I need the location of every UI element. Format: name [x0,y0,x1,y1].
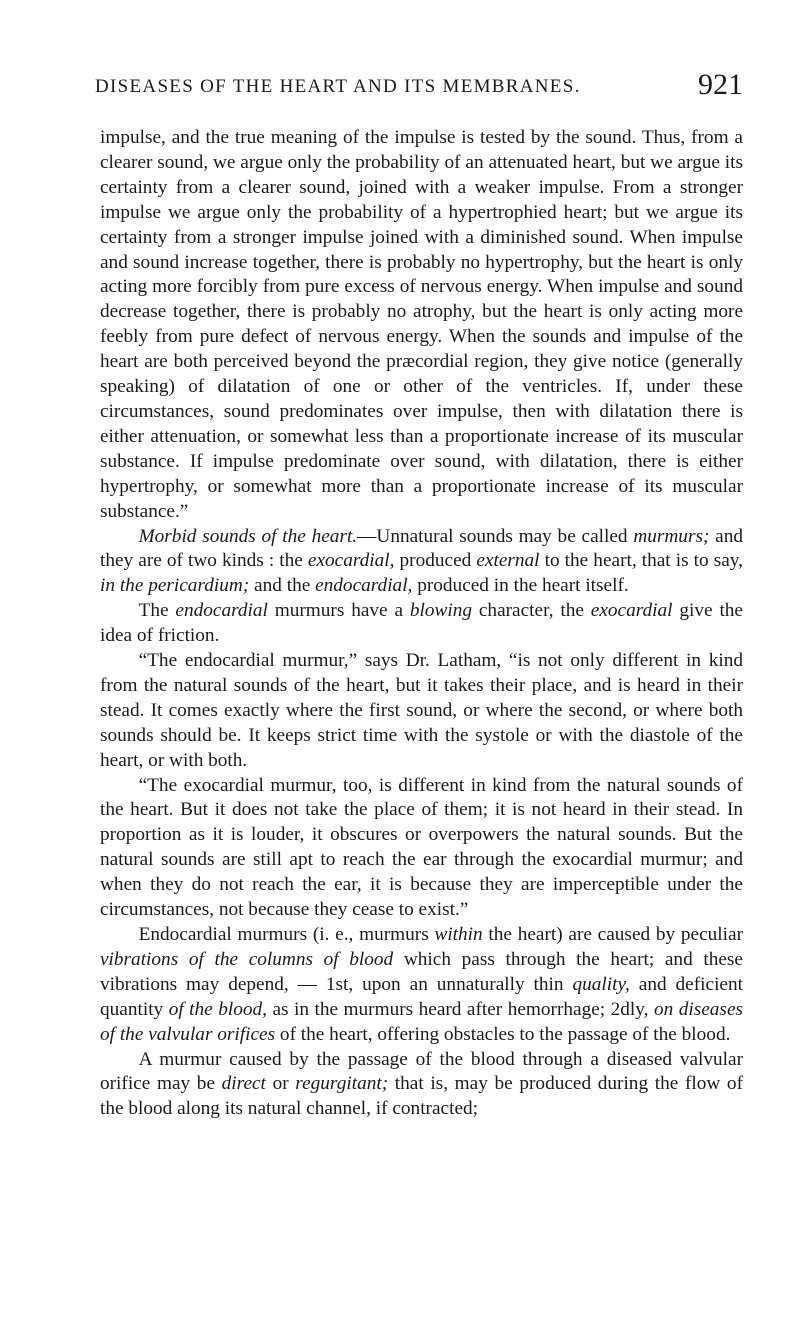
text-run: impulse, and the true meaning of the impulse is tested by the sound. Thus, from a clearer sound, we argue only the probability of an attenuated heart, but we argue its certainty from a clearer sound, joined with a weaker impulse. From a stronger impulse we argue only the probability of a hypertrophied heart; but we argue its certainty from a stronger impulse joined with a diminished sound. When impulse and sound increase together, there is probably no hypertrophy, but the heart is only acting more forcibly from pure excess of nervous energy. When impulse and sound decrease together, there is probably no atrophy, but the heart is only acting more feebly from pure defect of nervous energy. When the sounds and impulse of the heart are both perceived beyond the præcordial region, they give notice (generally speaking) of dilatation of one or other of the ventricles. If, under these circumstances, sound predominates over impulse, then with dilatation there is either attenuation, or somewhat less than a proportionate increase of its muscular substance. If impulse predominate over sound, with dilatation, there is either hypertrophy, or somewhat more than a proportionate increase of its muscular substance.” [100,127,743,522]
italic-text: endocardial, [315,575,413,597]
paragraph [100,923,743,1048]
text-run: that is, may be produced during the flow of the blood along its natural channel, if contracted; [100,1073,743,1120]
text-run: “The exocardial murmur, too, is different in kind from the natural sounds of the heart. But it does not take the place of them; it is not heard in their stead. In proportion as it is louder, it obscures or overpowers the natural sounds. But the natural sounds are still apt to reach the ear through the exocardial murmur; and when they do not reach the ear, it is because they are imperceptible under the circumstances, not because they cease to exist.” [100,774,743,921]
text-run: or [265,1073,296,1095]
italic-text: on diseases of the valvular orifices [100,998,743,1045]
text-run: and they are of two kinds : the [100,525,743,572]
text-run: and the [249,575,316,597]
italic-text: quality, [572,973,630,995]
text-run: Endocardial murmurs (i. e., murmurs [138,924,435,945]
italic-text: within [434,924,483,945]
text-run: murmurs have a [267,600,410,622]
page-number: 921 [698,68,743,101]
text-run: to the heart, that is to say, [539,550,743,572]
text-run: of the heart, offering obstacles to the passage of the blood. [275,1023,731,1045]
text-run: as in the murmurs heard after hemorrhage; 2dly, [266,998,654,1020]
text-run: The [138,600,176,622]
paragraph [100,525,743,600]
paragraph [100,599,743,649]
text-run: give the idea of friction. [100,600,743,647]
italic-text: endocardial [175,600,268,622]
text-run: the heart) are caused by peculiar [482,924,743,945]
text-run: which pass through the heart; and these vibrations may depend, — 1st, upon an unnaturally thin [100,948,743,995]
italic-text: external [476,550,540,572]
italic-text: exocardial [590,600,673,622]
text-run: and deficient quantity [100,973,743,1020]
paragraph [100,774,743,923]
italic-text: blowing [409,600,473,622]
italic-text: exocardial, [307,550,395,572]
italic-text: regurgitant; [295,1073,389,1095]
body-text [100,126,743,1122]
italic-text: vibrations of the columns of blood [100,948,394,970]
italic-text: of the blood, [168,998,267,1020]
paragraph [100,649,743,774]
text-run: produced [394,550,477,572]
paragraph [100,126,743,525]
running-head [95,66,743,106]
italic-text: Morbid sounds of the heart. [138,525,358,547]
italic-text: murmurs; [633,525,710,547]
italic-text: direct [221,1073,266,1095]
running-head-title: DISEASES OF THE HEART AND ITS MEMBRANES. [95,76,581,97]
italic-text: in the pericardium; [100,575,250,597]
text-run: —Unnatural sounds may be called [357,525,634,547]
paragraph [100,1048,743,1123]
text-run: A murmur caused by the passage of the blood through a diseased valvular orifice may be [100,1048,743,1095]
text-run: produced in the heart itself. [412,575,629,597]
text-run: “The endocardial murmur,” says Dr. Latham, “is not only different in kind from the natural sounds of the heart, but it takes their place, and is heard in their stead. It comes exactly where the first sound, or where the second, or where both sounds should be. It keeps strict time with the systole or with the diastole of the heart, or with both. [100,650,743,771]
text-run: character, the [472,600,591,622]
